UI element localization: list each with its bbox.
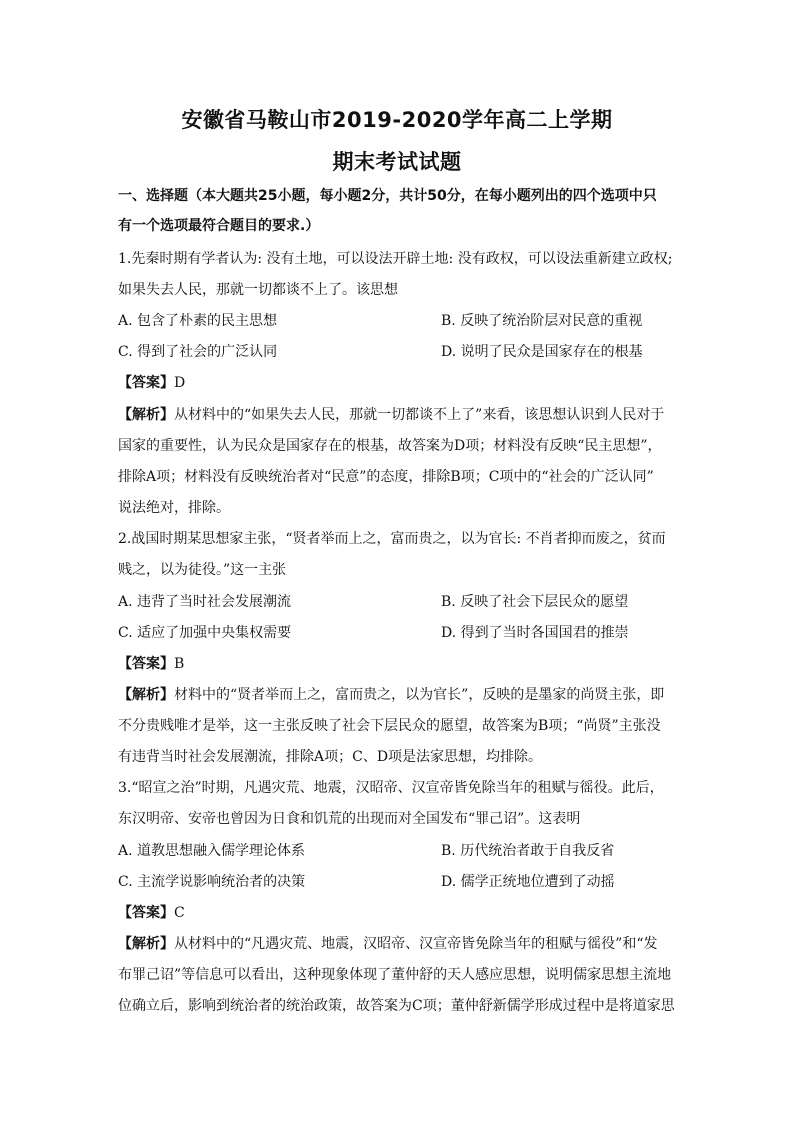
question-2-option-d: D. 得到了当时各国国君的推崇: [441, 625, 629, 641]
analysis-text: 从材料中的“凡遇灾荒、地震，汉昭帝、汉宣帝皆免除当年的租赋与徭役”和“发: [174, 936, 658, 952]
question-1-option-b: B. 反映了统治阶层对民意的重视: [441, 313, 643, 329]
question-3-analysis-line: 位确立后，影响到统治者的统治政策，故答案为C项；董仲舒新儒学形成过程中是将道家思: [118, 998, 675, 1014]
question-2-analysis-line: 不分贵贱唯才是举，这一主张反映了社会下层民众的愿望，故答案为B项；“尚贤”主张没: [118, 718, 661, 734]
question-1-option-a: A. 包含了朴素的民主思想: [118, 313, 278, 329]
question-1-stem-cont: 如果失去人民，那就一切都谈不上了。该思想: [118, 282, 398, 298]
question-3-option-d: D. 儒学正统地位遭到了动摇: [441, 874, 615, 890]
question-2-stem-cont: 贱之，以为徒役。”这一主张: [118, 562, 287, 578]
answer-value: B: [174, 656, 185, 672]
answer-label: 【答案】: [118, 656, 174, 672]
question-2-analysis: [118, 686, 678, 704]
question-1-stem: 1.先秦时期有学者认为: 没有土地，可以设法开辟土地: 没有政权，可以设法重新建立政权;: [118, 251, 673, 267]
question-3-stem: 3.“昭宣之治”时期，凡遇灾荒、地震，汉昭帝、汉宣帝皆免除当年的租赋与徭役。此后，: [118, 780, 664, 796]
analysis-text: 从材料中的“如果失去人民，那就一切都谈不上了”来看，该思想认识到人民对于: [174, 407, 665, 423]
answer-label: 【答案】: [118, 375, 174, 391]
answer-label: 【答案】: [118, 905, 174, 921]
analysis-text: 材料中的“贤者举而上之，富而贵之，以为官长”，反映的是墨家的尚贤主张，即: [174, 687, 665, 703]
question-3-answer: [118, 904, 678, 922]
question-2-option-c: C. 适应了加强中央集权需要: [118, 625, 292, 641]
section-heading: 一、选择题（本大题共25小题，每小题2分，共计50分，在每小题列出的四个选项中只: [118, 188, 657, 204]
answer-value: D: [174, 375, 186, 391]
question-1-option-c: C. 得到了社会的广泛认同: [118, 344, 278, 360]
document-title: 安徽省马鞍山市2019-2020学年高二上学期: [181, 108, 613, 132]
question-3-option-b: B. 历代统治者敢于自我反省: [441, 843, 615, 859]
analysis-label: 【解析】: [118, 936, 174, 952]
analysis-label: 【解析】: [118, 407, 174, 423]
question-1-answer: [118, 374, 678, 392]
document-subtitle: 期末考试试题: [332, 150, 462, 174]
question-1-analysis-line: 说法绝对，排除。: [118, 500, 230, 516]
question-2-analysis-line: 有违背当时社会发展潮流，排除A项；C、D项是法家思想，均排除。: [118, 749, 543, 765]
answer-value: C: [174, 905, 185, 921]
question-3-analysis: [118, 935, 678, 953]
question-2-answer: [118, 655, 678, 673]
question-1-analysis: [118, 406, 678, 424]
question-2-stem: 2.战国时期某思想家主张，“贤者举而上之，富而贵之，以为官长: 不肖者抑而废之，贫而: [118, 531, 666, 547]
question-3-option-c: C. 主流学说影响统治者的决策: [118, 874, 306, 890]
section-heading-cont: 有一个选项最符合题目的要求.）: [118, 218, 320, 234]
question-3-analysis-line: 布罪己诏”等信息可以看出，这种现象体现了董仲舒的天人感应思想，说明儒家思想主流地: [118, 967, 672, 983]
question-3-stem-cont: 东汉明帝、安帝也曾因为日食和饥荒的出现而对全国发布“罪己诏”。这表明: [118, 811, 581, 827]
analysis-label: 【解析】: [118, 687, 174, 703]
question-1-option-d: D. 说明了民众是国家存在的根基: [441, 344, 643, 360]
question-2-option-b: B. 反映了社会下层民众的愿望: [441, 594, 629, 610]
question-1-analysis-line: 排除A项；材料没有反映统治者对“民意”的态度，排除B项；C项中的“社会的广泛认同”: [118, 469, 654, 485]
question-1-analysis-line: 国家的重要性，认为民众是国家存在的根基，故答案为D项；材料没有反映“民主思想”，: [118, 438, 662, 454]
question-3-option-a: A. 道教思想融入儒学理论体系: [118, 843, 306, 859]
question-2-option-a: A. 违背了当时社会发展潮流: [118, 594, 292, 610]
